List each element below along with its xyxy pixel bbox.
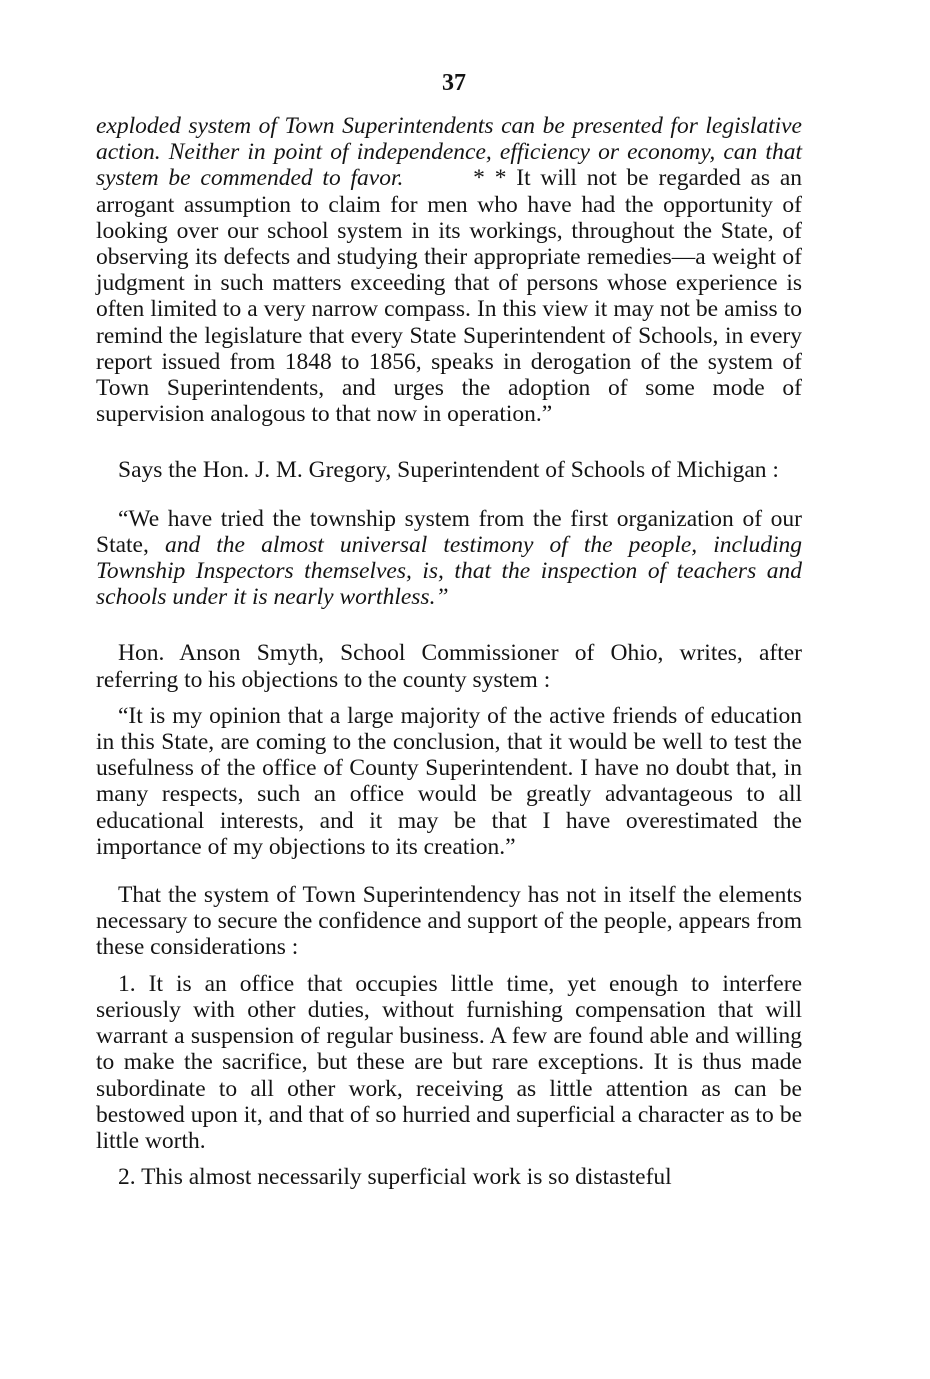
gregory-quote-block	[96, 506, 802, 611]
carryover-paragraph	[96, 113, 802, 427]
gregory-quote-paragraph	[96, 506, 802, 611]
smyth-intro-paragraph: Hon. Anson Smyth, School Commissioner of Ohio, writes, after referring to his objections to the county system :	[96, 640, 802, 693]
gregory-intro-paragraph: Says the Hon. J. M. Gregory, Superintendent of Schools of Michigan :	[118, 457, 779, 484]
point-1-paragraph: 1. It is an office that occupies little time, yet enough to interfere seriously with other duties, without furnishing compensation that will warrant a suspension of regular business. A few are found able and willing to make the sacrifice, but these are but rare exceptions. It is thus made subordinate to all other work, receiving as little attention as can be bestowed upon it, and that of so hurried and superficial a character as to be little worth.	[96, 970, 802, 1154]
gregory-quote-roman-text: “We have tried the township system from the first organization of our State,	[96, 505, 802, 558]
considerations-intro-paragraph: That the system of Town Superintendency has not in itself the elements necessary to secure the confidence and support of the people, appears from these considerations :	[96, 882, 802, 961]
smyth-quote-block	[96, 703, 802, 860]
carryover-italic-text: exploded system of Town Superintendents can be presented for legislative action. Neither in point of independence, efficiency or economy, can that system be commended to favor.	[96, 113, 802, 192]
gregory-quote-italic-text: and the almost universal testimony of the people, including Township Inspectors themselves, is, that the inspection of teachers and schools under it is nearly worthless.”	[96, 531, 802, 611]
page-number: 37	[442, 70, 466, 96]
point-2-paragraph: 2. This almost necessarily superficial work is so distasteful	[118, 1164, 672, 1191]
ellipsis-stars: * *	[473, 165, 507, 192]
smyth-quote-paragraph: “It is my opinion that a large majority of the active friends of education in this State, are coming to the conclusion, that it would be well to test the usefulness of the office of County Superintendent. I have no doubt that, in many respects, such an office would be greatly advantageous to all educational interests, and it may be that I have overestimated the importance of my objections to its creation.”	[96, 702, 802, 860]
carryover-roman-text: It will not be regarded as an arrogant assumption to claim for men who have had the opportunity of looking over our school system in its workings, throughout the State, of observing its defects and studying their appropriate remedies—a weight of judgment in such matters exceeding that of persons whose experience is often limited to a very narrow compass. In this view it may not be amiss to remind the legislature that every State Superintendent of Schools, in every report issued from 1848 to 1856, speaks in derogation of the system of Town Superintendents, and urges the adoption of some mode of supervision analogous to that now in operation.”	[96, 165, 803, 428]
